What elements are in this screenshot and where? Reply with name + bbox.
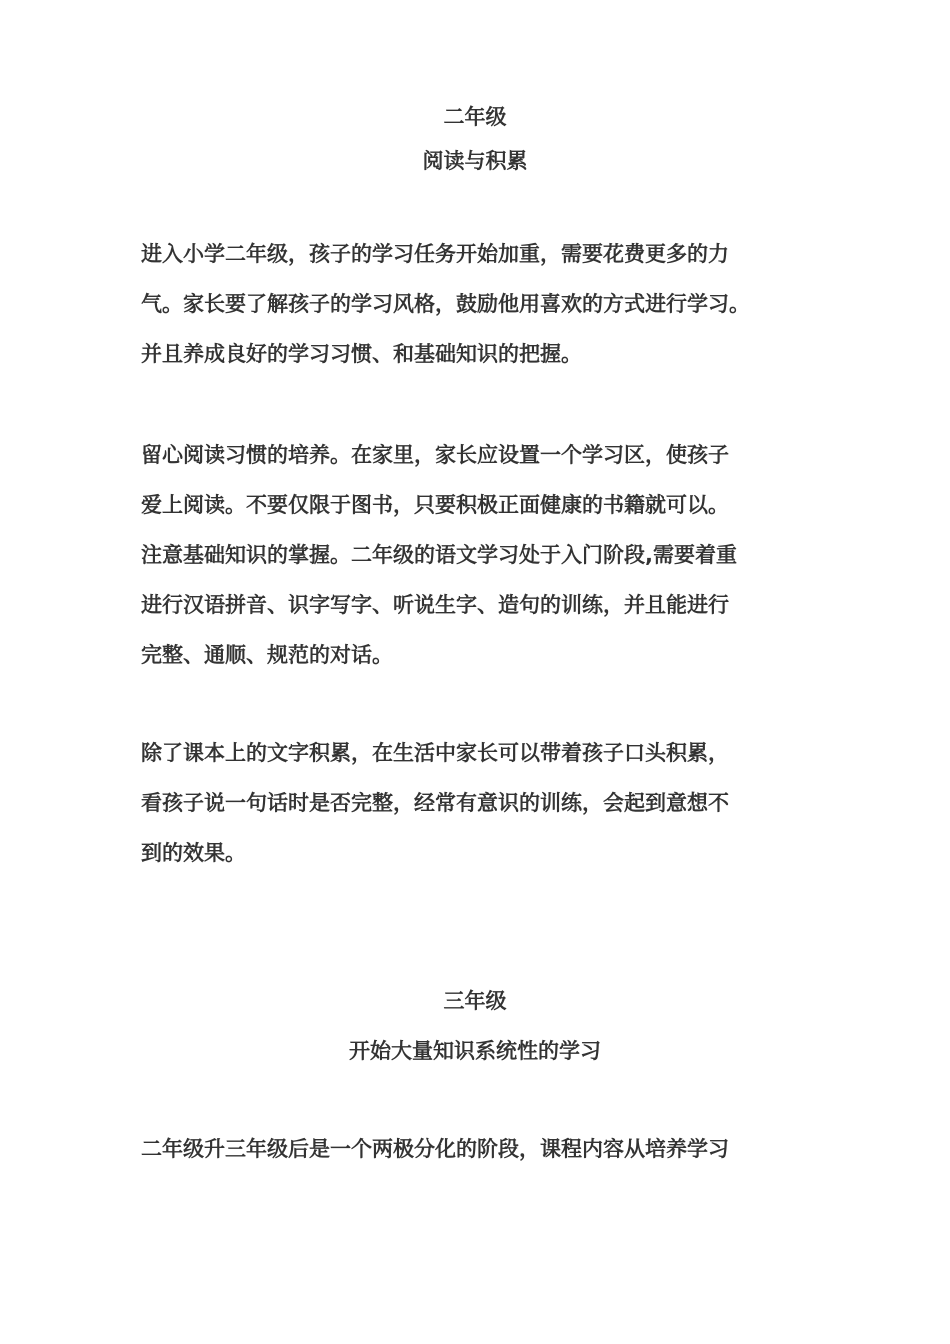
paragraph-line: 气。家长要了解孩子的学习风格，鼓励他用喜欢的方式进行学习。: [141, 292, 750, 316]
paragraph-line: 留心阅读习惯的培养。在家里，家长应设置一个学习区，使孩子: [141, 443, 729, 467]
paragraph-line: 并且养成良好的学习习惯、和基础知识的把握。: [141, 342, 582, 366]
paragraph-line: 注意基础知识的掌握。二年级的语文学习处于入门阶段,需要着重: [141, 543, 737, 567]
section1-grade-heading: 二年级: [443, 105, 507, 129]
paragraph-line: 除了课本上的文字积累，在生活中家长可以带着孩子口头积累，: [141, 741, 729, 765]
paragraph-line: 到的效果。: [141, 841, 246, 865]
section2-grade-heading: 三年级: [443, 989, 507, 1013]
paragraph-line: 二年级升三年级后是一个两极分化的阶段，课程内容从培养学习: [141, 1137, 729, 1161]
paragraph-line: 爱上阅读。不要仅限于图书，只要积极正面健康的书籍就可以。: [141, 493, 729, 517]
paragraph-line: 完整、通顺、规范的对话。: [141, 643, 393, 667]
section2-subtitle: 开始大量知识系统性的学习: [349, 1039, 601, 1063]
paragraph-line: 进行汉语拼音、识字写字、听说生字、造句的训练，并且能进行: [141, 593, 729, 617]
paragraph-line: 看孩子说一句话时是否完整，经常有意识的训练，会起到意想不: [141, 791, 729, 815]
paragraph-line: 进入小学二年级，孩子的学习任务开始加重，需要花费更多的力: [141, 242, 729, 266]
section1-subtitle: 阅读与积累: [422, 149, 528, 173]
